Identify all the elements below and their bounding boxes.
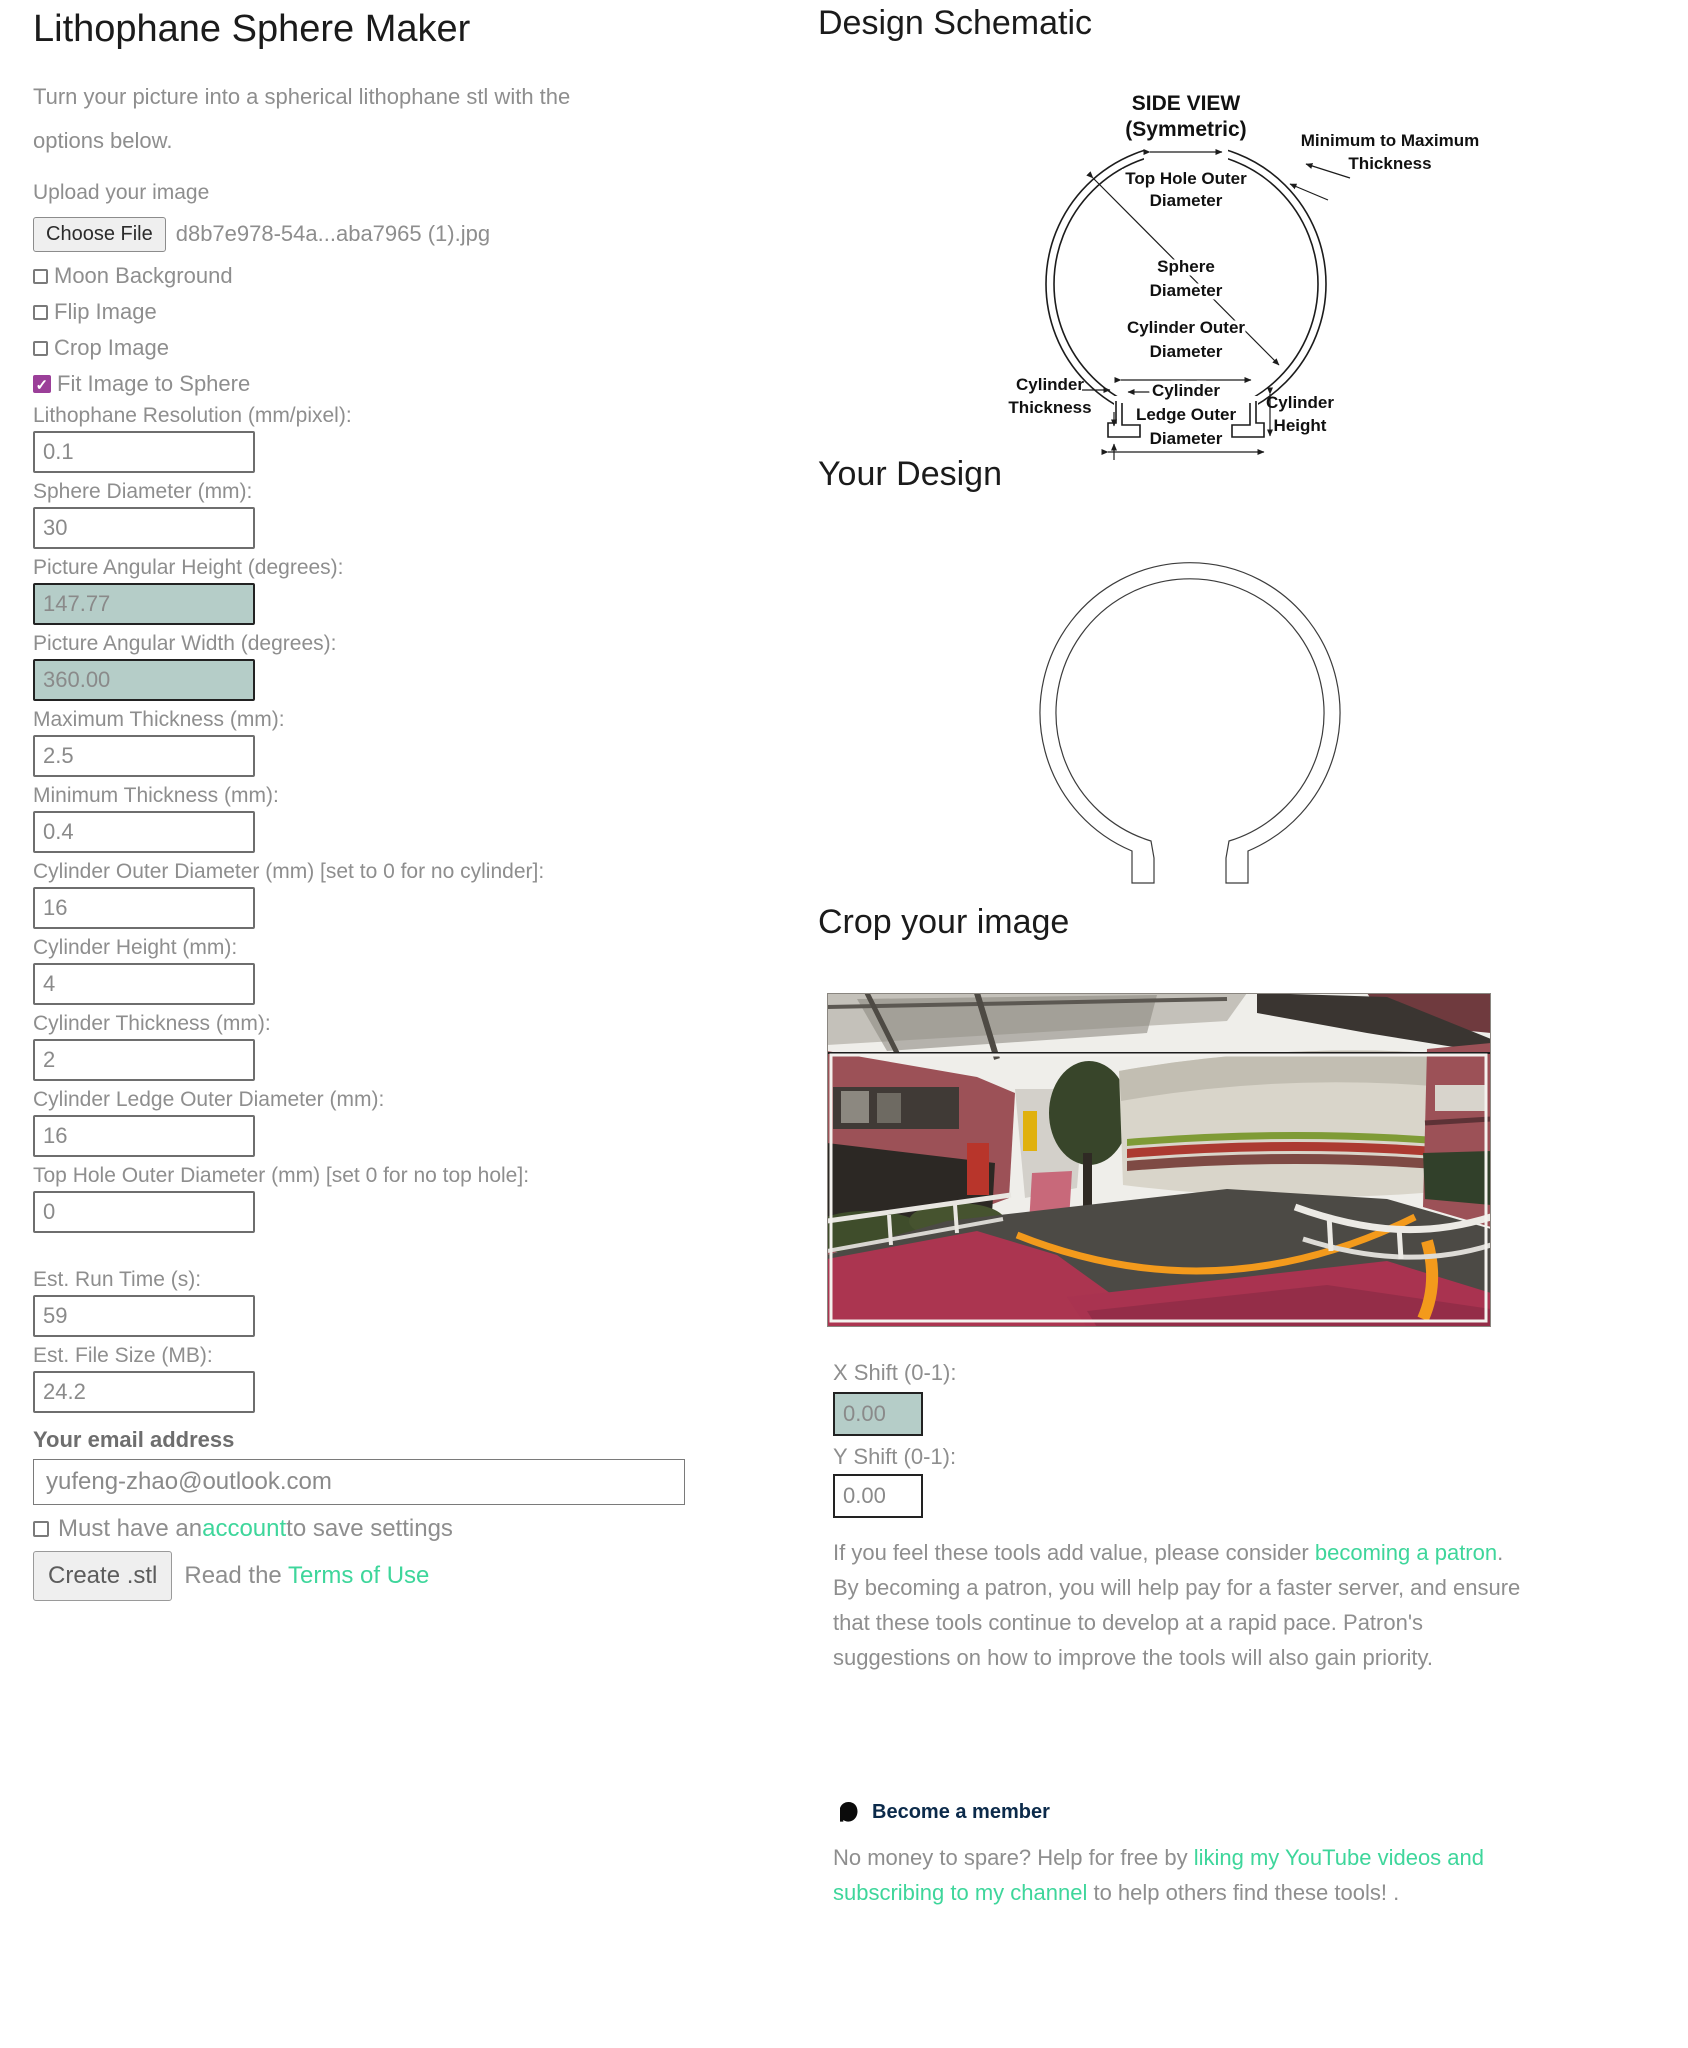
- minimum-thickness-input[interactable]: [33, 811, 255, 853]
- maximum-thickness-label: Maximum Thickness (mm):: [33, 708, 285, 731]
- fit-image-to-sphere-checkbox[interactable]: [33, 375, 51, 393]
- crop-image-label: Crop Image: [54, 335, 169, 360]
- becoming-a-patron-link[interactable]: becoming a patron: [1314, 1540, 1498, 1565]
- must-have-pre: Must have an: [58, 1515, 203, 1542]
- field-sphere-diameter: [33, 479, 733, 549]
- page-title: Lithophane Sphere Maker: [33, 8, 471, 50]
- sphere-diameter-input[interactable]: [33, 507, 255, 549]
- checkbox-flip-image[interactable]: [33, 299, 733, 325]
- flip-image-checkbox[interactable]: [33, 305, 48, 320]
- svg-text:Diameter: Diameter: [1149, 191, 1223, 210]
- cylinder-ledge-outer-diameter-input[interactable]: [33, 1115, 255, 1157]
- terms-of-use-link[interactable]: Terms of Use: [288, 1562, 430, 1589]
- svg-text:Diameter: Diameter: [1149, 429, 1223, 448]
- crop-image-checkbox[interactable]: [33, 341, 48, 356]
- picture-angular-height-label: Picture Angular Height (degrees):: [33, 556, 344, 579]
- field-lithophane-resolution: [33, 403, 733, 473]
- svg-text:Diameter: Diameter: [1149, 342, 1223, 361]
- email-label: Your email address: [33, 1427, 235, 1452]
- svg-text:Cylinder: Cylinder: [1265, 393, 1335, 412]
- field-picture-angular-width: [33, 631, 733, 701]
- account-link[interactable]: account: [202, 1515, 287, 1542]
- read-terms-text: Read the Terms of Use: [184, 1562, 430, 1589]
- picture-angular-height-input: [33, 583, 255, 625]
- preview-column: [818, 0, 1538, 2048]
- minimum-thickness-label: Minimum Thickness (mm):: [33, 784, 279, 807]
- svg-text:Thickness: Thickness: [1008, 398, 1092, 417]
- fit-image-to-sphere-label: Fit Image to Sphere: [57, 371, 251, 396]
- file-input-row: [33, 215, 733, 253]
- must-have-post: to save settings: [286, 1515, 453, 1542]
- y-shift-input[interactable]: [833, 1474, 923, 1518]
- picture-angular-width-input: [33, 659, 255, 701]
- field-cylinder-thickness: [33, 1011, 733, 1081]
- y-shift-label: Y Shift (0-1):: [833, 1444, 957, 1469]
- design-schematic-heading: Design Schematic: [818, 4, 1093, 42]
- patreon-icon: [836, 1800, 860, 1824]
- cylinder-height-input[interactable]: [33, 963, 255, 1005]
- svg-text:Diameter: Diameter: [1149, 281, 1223, 300]
- est-file-size-input[interactable]: [33, 1371, 255, 1413]
- cylinder-height-label: Cylinder Height (mm):: [33, 936, 238, 959]
- patron-paragraph: If you feel these tools add value, please consider becoming a patron. By becoming a patron, you will help pay for a faster server, and ensure that these tools continue to develop at a rapid pace. Patron's suggestions on how to improve the tools will also gain priority.: [833, 1540, 1521, 1670]
- design-preview-image: [1020, 558, 1380, 888]
- lithophane-resolution-label: Lithophane Resolution (mm/pixel):: [33, 404, 352, 427]
- moon-background-label: Moon Background: [54, 263, 233, 288]
- field-cylinder-ledge-outer-diameter: [33, 1087, 733, 1157]
- intro-text: Turn your picture into a spherical lithophane stl with the options below.: [33, 84, 571, 153]
- become-member-label: Become a member: [872, 1800, 1050, 1823]
- svg-text:Height: Height: [1273, 416, 1327, 435]
- svg-text:Top Hole Outer: Top Hole Outer: [1125, 169, 1247, 188]
- svg-text:Cylinder: Cylinder: [1151, 381, 1221, 400]
- top-hole-outer-diameter-label: Top Hole Outer Diameter (mm) [set 0 for no top hole]:: [33, 1164, 530, 1187]
- moon-background-checkbox[interactable]: [33, 269, 48, 284]
- est-run-time-label: Est. Run Time (s):: [33, 1268, 202, 1291]
- svg-text:Minimum to Maximum: Minimum to Maximum: [1300, 131, 1480, 150]
- checkbox-moon-background[interactable]: [33, 263, 733, 289]
- lithophane-resolution-input[interactable]: [33, 431, 255, 473]
- svg-text:Sphere: Sphere: [1157, 257, 1215, 276]
- crop-image-heading: Crop your image: [818, 903, 1070, 941]
- become-member-button[interactable]: [836, 1800, 1050, 1824]
- top-hole-outer-diameter-input[interactable]: [33, 1191, 255, 1233]
- upload-image-label: Upload your image: [33, 181, 210, 204]
- cylinder-thickness-input[interactable]: [33, 1039, 255, 1081]
- picture-angular-width-label: Picture Angular Width (degrees):: [33, 632, 337, 655]
- choose-file-button[interactable]: Choose File: [33, 217, 166, 252]
- svg-text:Ledge Outer: Ledge Outer: [1135, 405, 1237, 424]
- settings-column: [33, 0, 733, 1601]
- x-shift-label: X Shift (0-1):: [833, 1360, 957, 1385]
- field-est-run-time: [33, 1267, 733, 1337]
- save-settings-checkbox[interactable]: [33, 1521, 49, 1537]
- checkbox-crop-image[interactable]: [33, 335, 733, 361]
- design-schematic-image: [998, 74, 1518, 464]
- your-design-heading: Your Design: [818, 455, 1002, 493]
- sphere-diameter-label: Sphere Diameter (mm):: [33, 480, 253, 503]
- svg-text:Thickness: Thickness: [1348, 154, 1432, 173]
- field-est-file-size: [33, 1343, 733, 1413]
- x-shift-input: [833, 1392, 923, 1436]
- create-row: [33, 1551, 733, 1601]
- field-top-hole-outer-diameter: [33, 1163, 733, 1233]
- est-run-time-input[interactable]: [33, 1295, 255, 1337]
- cylinder-outer-diameter-label: Cylinder Outer Diameter (mm) [set to 0 for no cylinder]:: [33, 860, 545, 883]
- field-maximum-thickness: [33, 707, 733, 777]
- field-cylinder-height: [33, 935, 733, 1005]
- field-cylinder-outer-diameter: [33, 859, 733, 929]
- selected-file-name: d8b7e978-54a...aba7965 (1).jpg: [175, 221, 491, 246]
- crop-panorama-image[interactable]: [827, 993, 1491, 1327]
- schematic-title-line2: (Symmetric): [1125, 118, 1247, 141]
- field-minimum-thickness: [33, 783, 733, 853]
- est-file-size-label: Est. File Size (MB):: [33, 1344, 213, 1367]
- create-stl-button[interactable]: Create .stl: [33, 1551, 172, 1601]
- flip-image-label: Flip Image: [54, 299, 157, 324]
- svg-text:Cylinder Outer: Cylinder Outer: [1126, 318, 1246, 337]
- field-picture-angular-height: [33, 555, 733, 625]
- maximum-thickness-input[interactable]: [33, 735, 255, 777]
- cylinder-thickness-label: Cylinder Thickness (mm):: [33, 1012, 271, 1035]
- youtube-channel-link[interactable]: liking my YouTube videos and subscribing to my channel: [833, 1845, 1484, 1905]
- free-help-paragraph: No money to spare? Help for free by liking my YouTube videos and subscribing to my channel to help others find these tools! .: [833, 1845, 1484, 1905]
- cylinder-outer-diameter-input[interactable]: [33, 887, 255, 929]
- cylinder-ledge-outer-diameter-label: Cylinder Ledge Outer Diameter (mm):: [33, 1088, 385, 1111]
- save-settings-row: [33, 1515, 733, 1543]
- svg-text:Cylinder: Cylinder: [1015, 375, 1085, 394]
- schematic-title-line1: SIDE VIEW: [1131, 92, 1241, 115]
- checkbox-fit-image-to-sphere[interactable]: [33, 371, 733, 397]
- email-input[interactable]: [33, 1459, 685, 1505]
